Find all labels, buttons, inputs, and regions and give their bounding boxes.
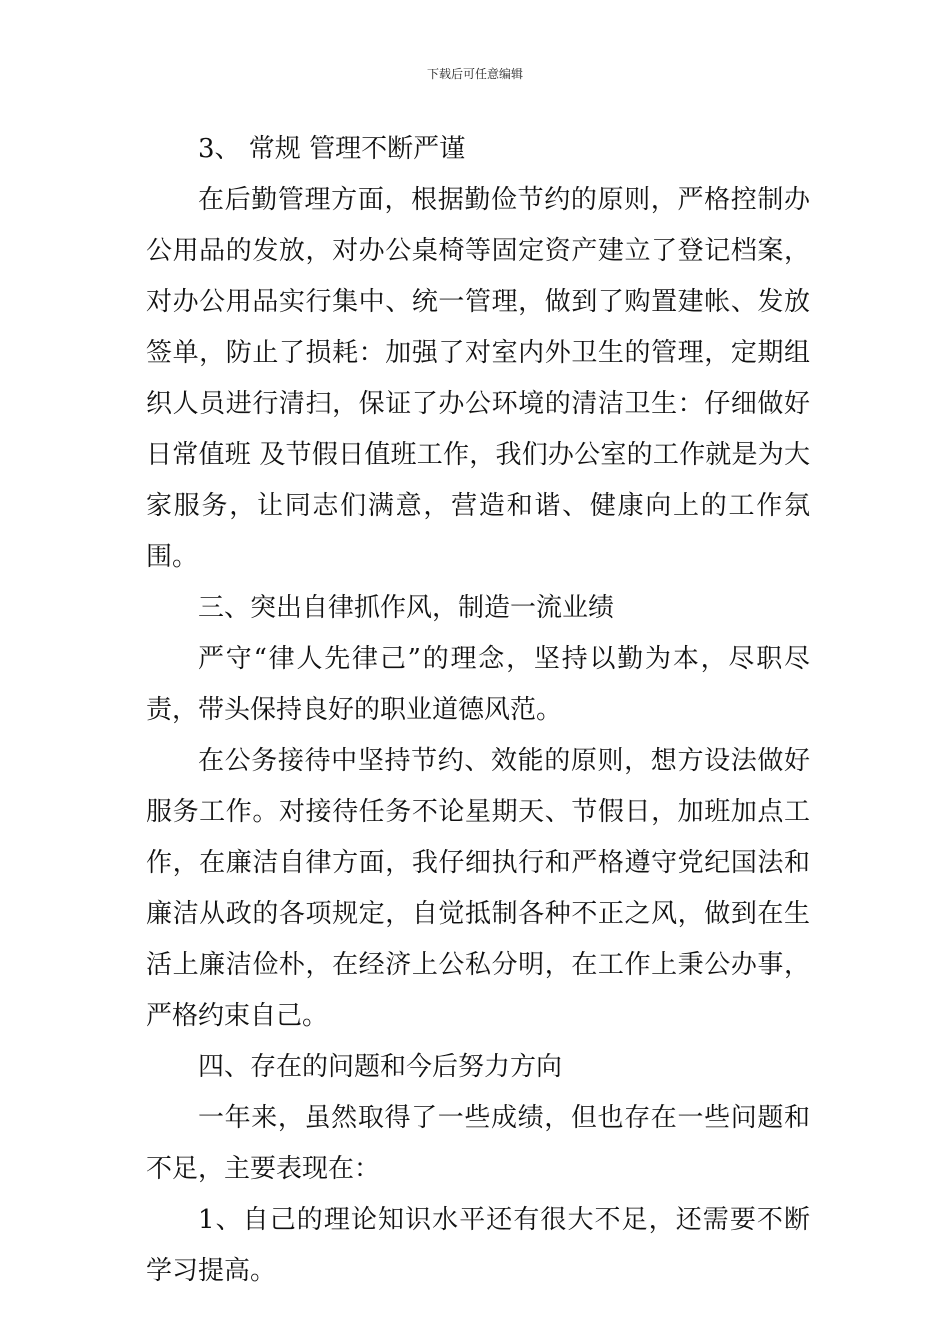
paragraph-logistics: 在后勤管理方面，根据勤俭节约的原则，严格控制办公用品的发放，对办公桌椅等固定资产建立了登记档案，对办公用品实行集中、统一管理，做到了购置建帐、发放签单，防止了损耗：加强了对室内外卫生的管理，定期组织人员进行清扫，保证了办公环境的清洁卫生：仔细做好日常值班 及节假日值班工作，我们办公室的工作就是为大家服务，让同志们满意，营造和谐、健康向上的工作氛围。: [146, 185, 810, 572]
document-body: [146, 124, 810, 1297]
section-heading-3: 三、突出自律抓作风，制造一流业绩: [198, 593, 615, 623]
paragraph-self-discipline: 严守“律人先律己”的理念，坚持以勤为本，尽职尽责，带头保持良好的职业道德风范。: [146, 644, 810, 725]
page-header-note: 下载后可任意编辑: [426, 67, 523, 81]
paragraph-reception: 在公务接待中坚持节约、效能的原则，想方设法做好服务工作。对接待任务不论星期天、节假日，加班加点工作，在廉洁自律方面，我仔细执行和严格遵守党纪国法和廉洁从政的各项规定，自觉抵制各种不正之风，做到在生活上廉洁俭朴，在经济上公私分明，在工作上秉公办事，严格约束自己。: [146, 746, 810, 1031]
paragraph-problems-intro: 一年来，虽然取得了一些成绩，但也存在一些问题和不足，主要表现在：: [146, 1103, 810, 1184]
section-heading-4: 四、存在的问题和今后努力方向: [198, 1052, 563, 1082]
paragraph-problem-1: 1、自己的理论知识水平还有很大不足，还需要不断学习提高。: [146, 1205, 810, 1286]
subsection-heading-3: 3、 常规 管理不断严谨: [198, 134, 466, 164]
